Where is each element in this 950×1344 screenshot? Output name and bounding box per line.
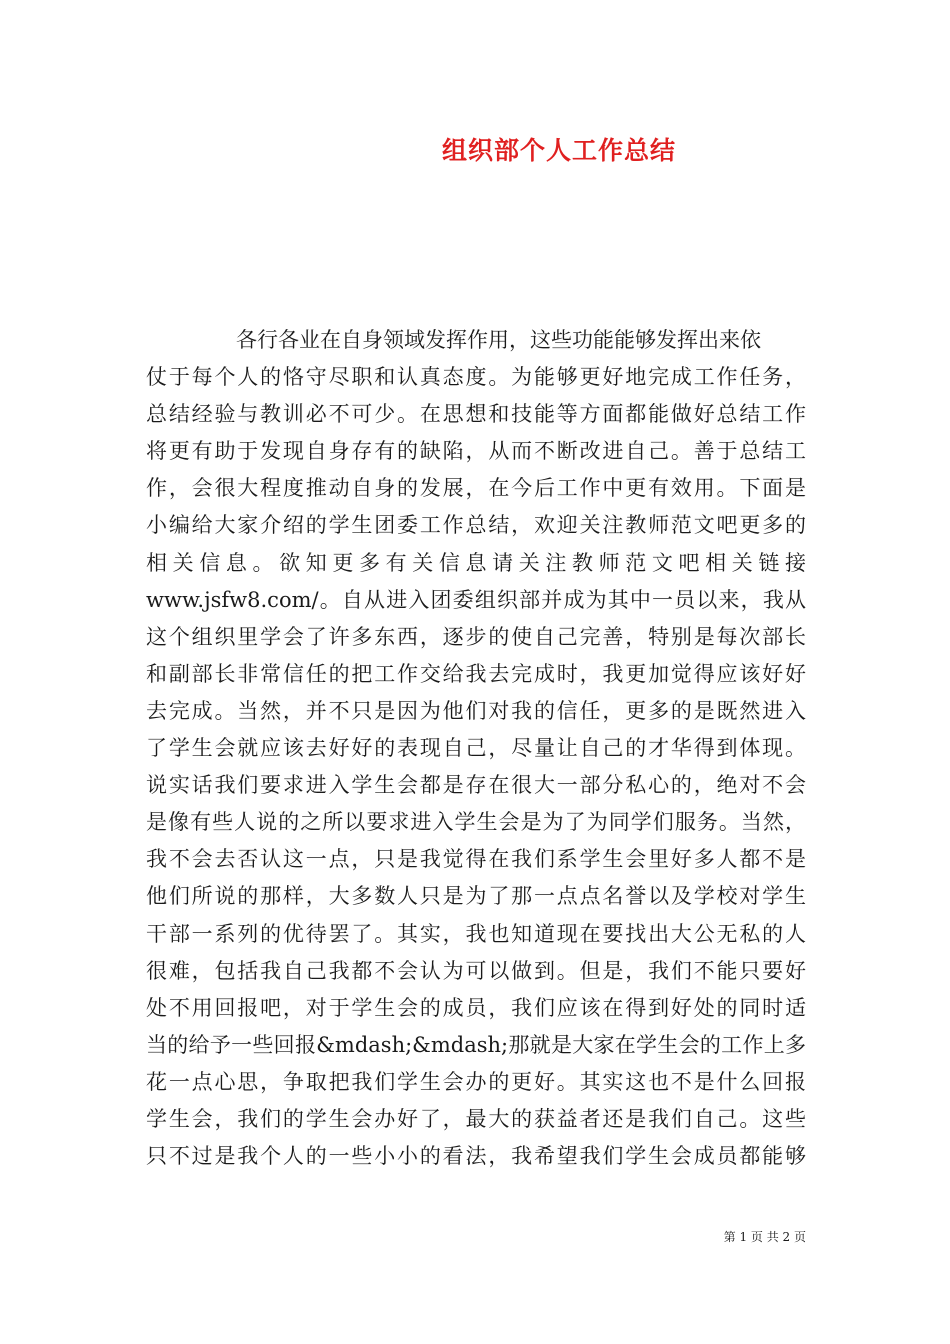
body-line: 作，会很大程度推动自身的发展，在今后工作中更有效用。下面是	[146, 476, 806, 501]
body-line: 和副部长非常信任的把工作交给我去完成时，我更加觉得应该好好	[146, 661, 806, 686]
body-line: 说实话我们要求进入学生会都是存在很大一部分私心的，绝对不会	[146, 773, 806, 798]
body-line: 将更有助于发现自身存有的缺陷，从而不断改进自己。善于总结工	[146, 439, 806, 464]
body-line: 这个组织里学会了许多东西，逐步的使自己完善，特别是每次部长	[146, 624, 806, 649]
body-line: 干部一系列的优待罢了。其实，我也知道现在要找出大公无私的人	[146, 921, 806, 946]
body-line: 很难，包括我自己我都不会认为可以做到。但是，我们不能只要好	[146, 958, 806, 983]
document-title: 组织部个人工作总结	[441, 136, 676, 165]
body-line: 我不会去否认这一点，只是我觉得在我们系学生会里好多人都不是	[146, 847, 806, 872]
body-line: 学生会，我们的学生会办好了，最大的获益者还是我们自己。这些	[146, 1106, 806, 1131]
body-line: 花一点心思，争取把我们学生会办的更好。其实这也不是什么回报	[146, 1069, 806, 1094]
body-line: 仗于每个人的恪守尽职和认真态度。为能够更好地完成工作任务，	[146, 365, 806, 390]
body-line: 处不用回报吧，对于学生会的成员，我们应该在得到好处的同时适	[146, 995, 806, 1020]
body-line: 去完成。当然，并不只是因为他们对我的信任，更多的是既然进入	[146, 698, 806, 723]
page-number-footer: 第 1 页 共 2 页	[723, 1230, 806, 1244]
body-line: 是像有些人说的之所以要求进入学生会是为了为同学们服务。当然，	[146, 810, 806, 835]
body-line: 只不过是我个人的一些小小的看法，我希望我们学生会成员都能够	[146, 1144, 806, 1169]
body-line: 相关信息。欲知更多有关信息请关注教师范文吧相关链接	[146, 550, 806, 575]
document-body	[146, 322, 806, 1175]
body-line: 当的给予一些回报&mdash;&mdash;那就是大家在学生会的工作上多	[146, 1032, 806, 1057]
body-line: 他们所说的那样，大多数人只是为了那一点点名誉以及学校对学生	[146, 884, 806, 909]
body-line: 总结经验与教训必不可少。在思想和技能等方面都能做好总结工作	[146, 402, 806, 427]
body-line: 各行各业在自身领域发挥作用，这些功能能够发挥出来依	[236, 328, 761, 352]
body-line: www.jsfw8.com/。自从进入团委组织部并成为其中一员以来，我从	[146, 587, 806, 612]
body-line: 了学生会就应该去好好的表现自己，尽量让自己的才华得到体现。	[146, 736, 806, 761]
body-line: 小编给大家介绍的学生团委工作总结，欢迎关注教师范文吧更多的	[146, 513, 806, 538]
